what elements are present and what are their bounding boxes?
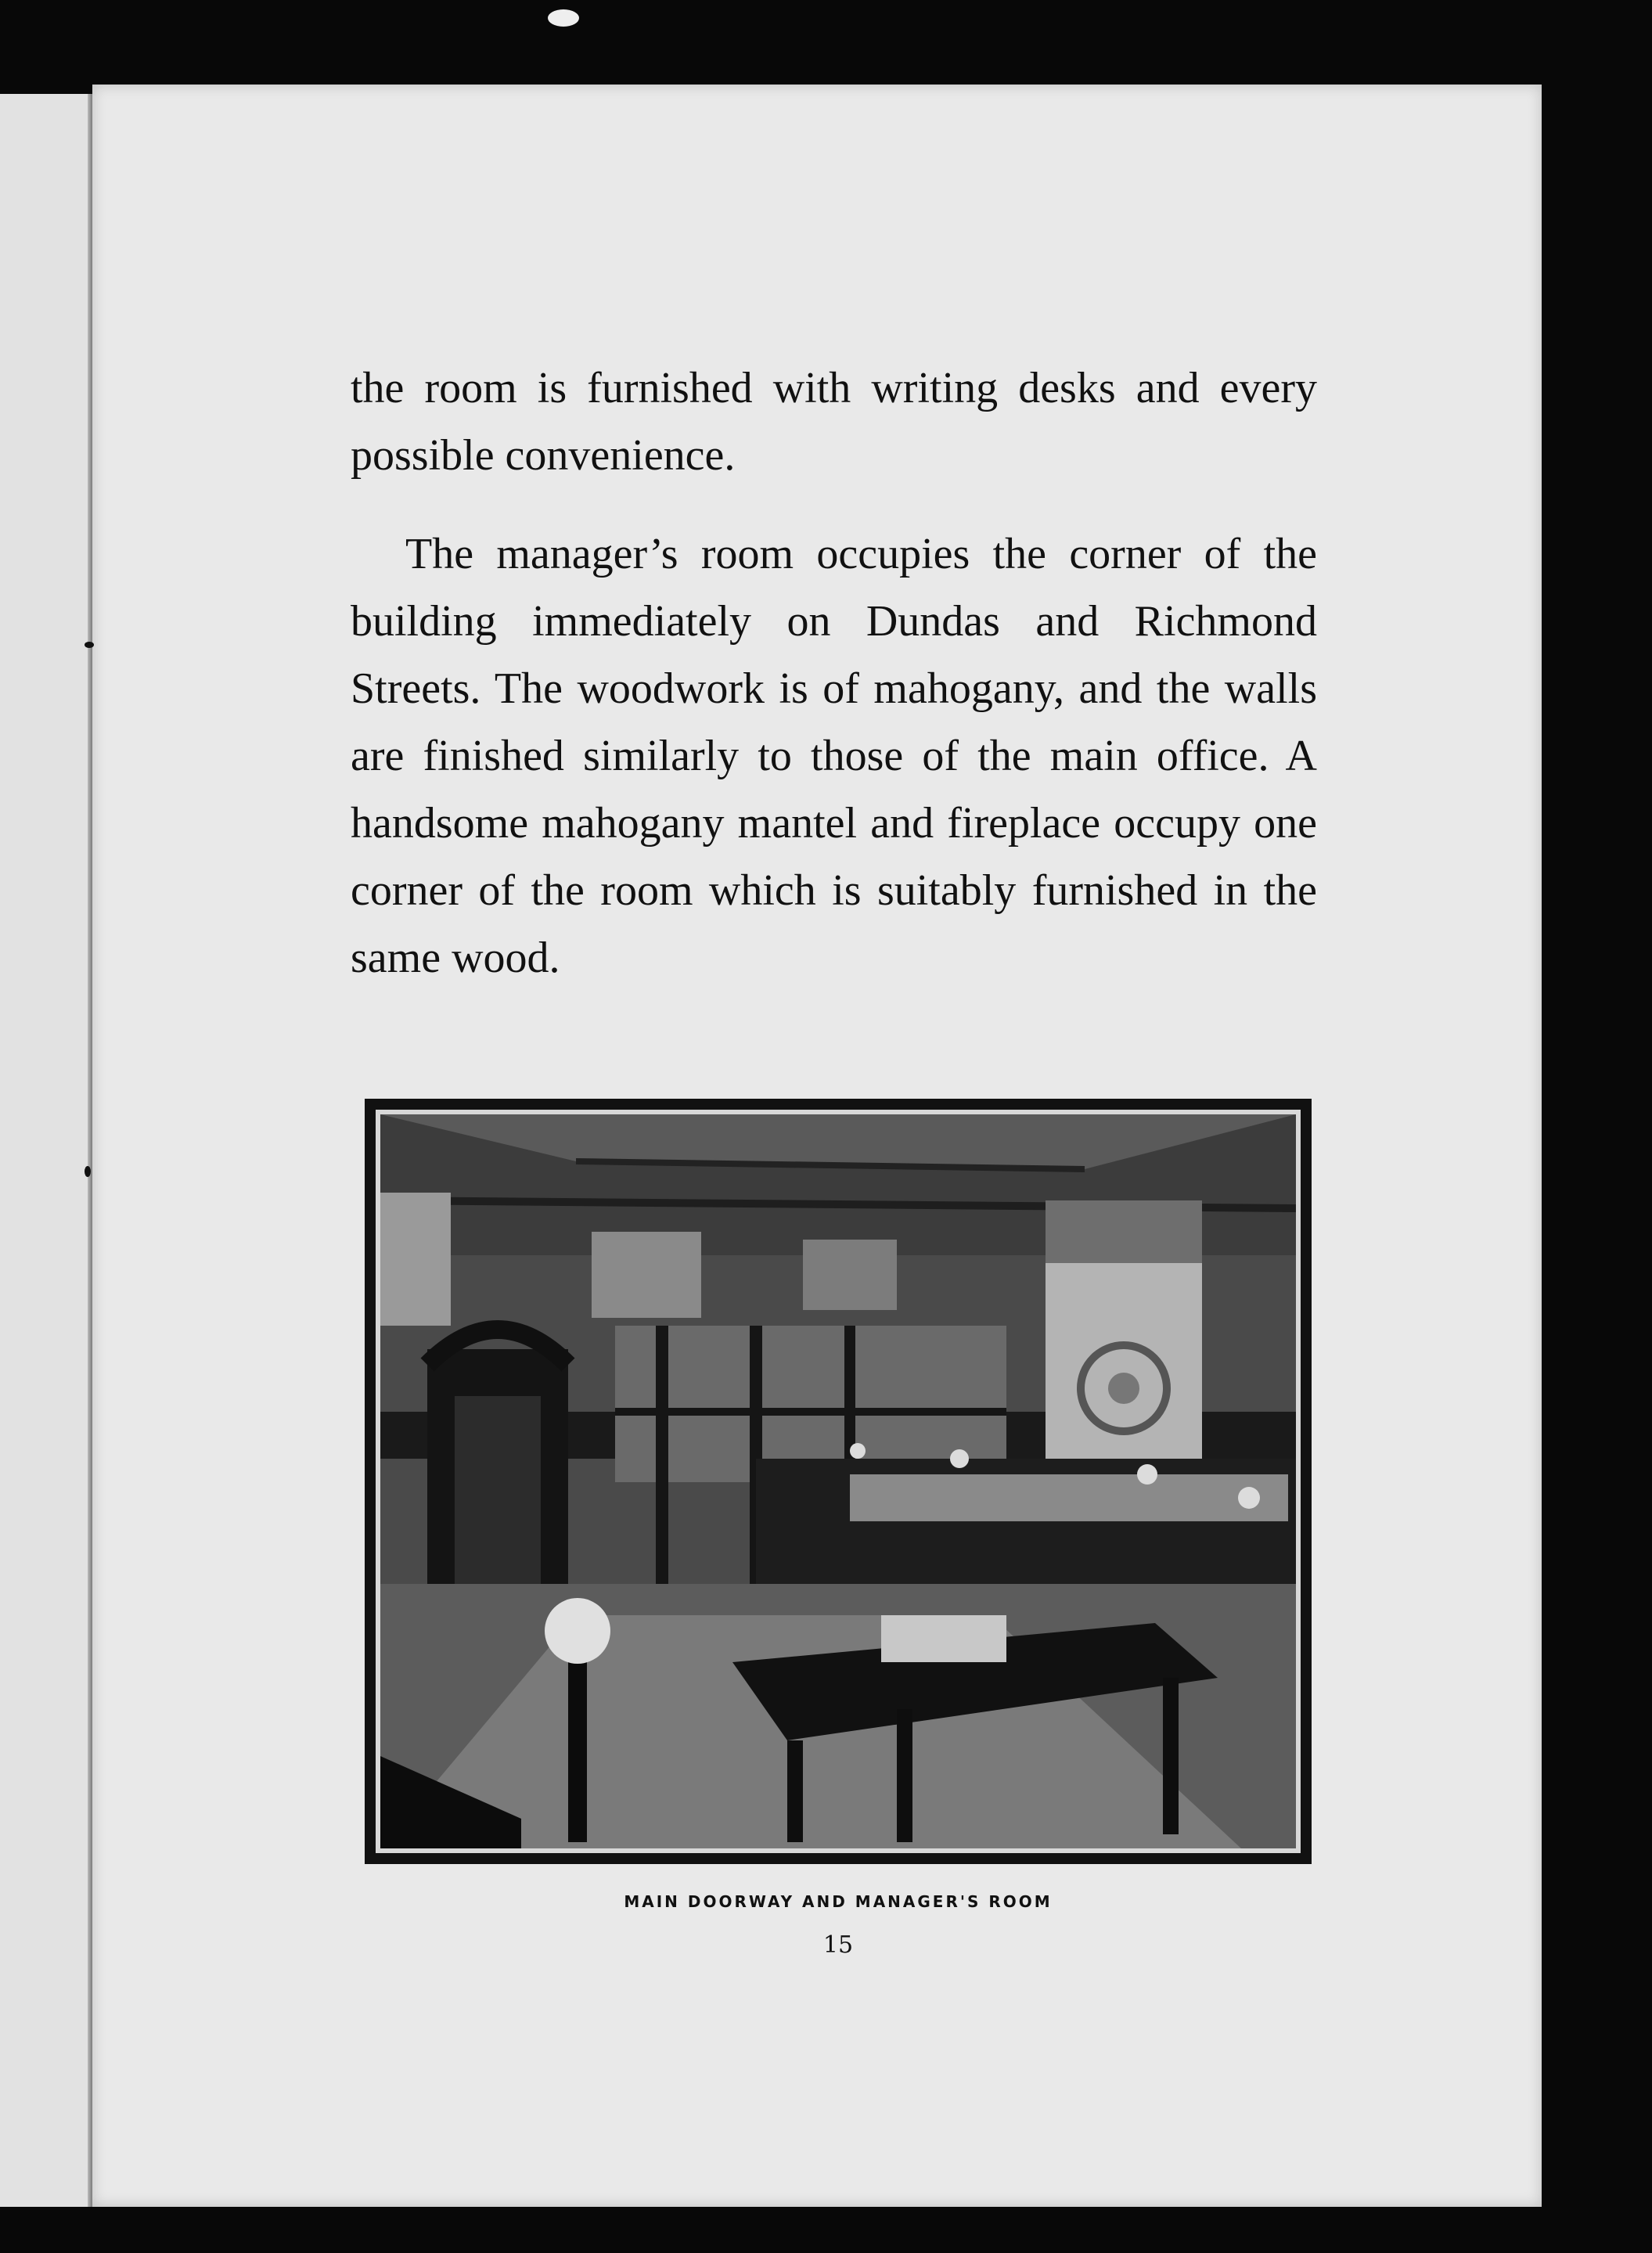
photograph-illustration [380,1114,1296,1848]
page-number: 15 [822,1931,854,1959]
scan-speck [85,642,94,648]
paragraph-1: the room is furnished with writing desks and every possible convenience. [351,364,1317,480]
facing-page-edge [0,94,92,2207]
photograph-managers-room [376,1110,1301,1853]
photo-caption: MAIN DOORWAY AND MANAGER'S ROOM [624,1892,1053,1911]
scan-speck [548,9,579,27]
scan-speck [85,1166,91,1177]
paragraph-2: The manager’s room occupies the corner of the building immediately on Dundas and Richmond Streets. The woodwork is of mahogany, and the walls are finished similarly to those of the main office. A handsome mahogany mantel and fireplace occupy one corner of the room which is suitably furnished in the same wood. [351,530,1317,982]
book-page [92,85,1542,2207]
photograph-frame [365,1099,1312,1864]
body-text [351,355,1317,992]
